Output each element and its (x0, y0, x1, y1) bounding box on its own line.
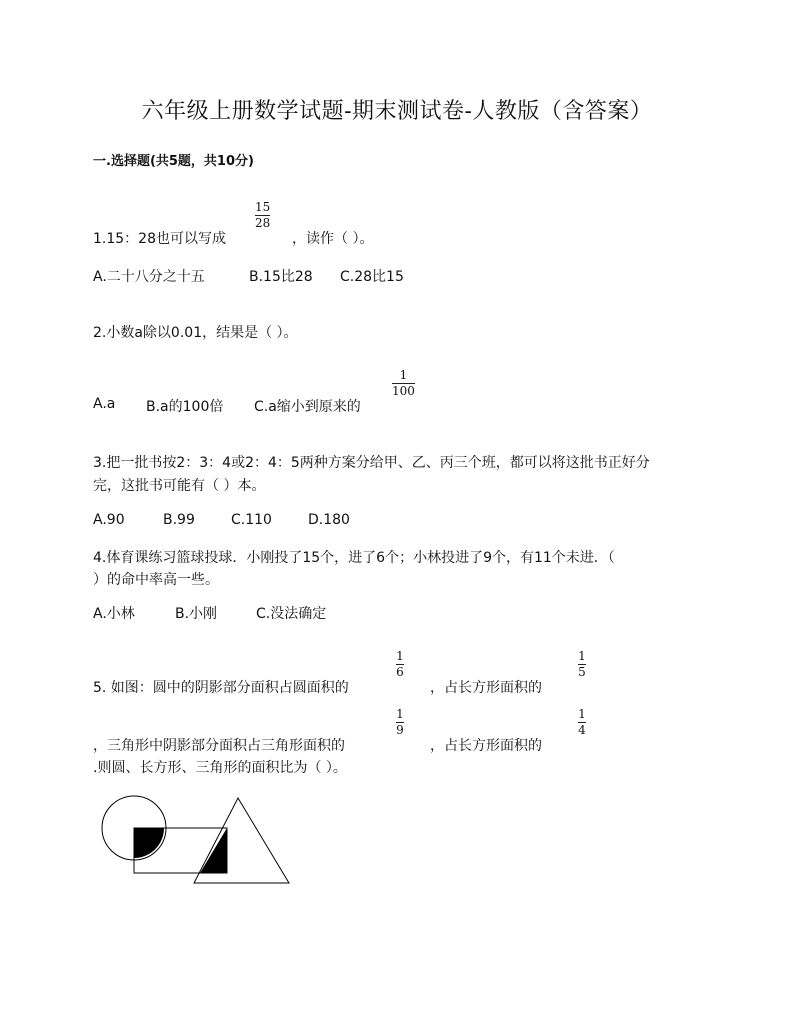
q4-option-b: B.小刚 (175, 606, 218, 622)
q5-stem-part1: 5. 如图：圆中的阴影部分面积占圆面积的 (93, 680, 349, 696)
q5-fraction-2 (578, 649, 586, 680)
q3-option-a: A.90 (93, 512, 125, 528)
q3-stem-line1: 3.把一批书按2：3：4或2：4：5两种方案分给甲、乙、丙三个班，都可以将这批书正好分 (93, 455, 650, 471)
q5-fraction-3-denominator: 9 (396, 723, 404, 737)
q4-stem-line2: ）的命中率高一些。 (93, 572, 219, 588)
q3-stem-line2: 完，这批书可能有（ ）本。 (93, 478, 266, 494)
q5-fraction-3-numerator: 1 (396, 707, 404, 721)
q5-fraction-2-denominator: 5 (578, 665, 586, 679)
q1-stem-before: 1.15：28也可以写成 (93, 231, 226, 247)
q5-fraction-1-numerator: 1 (396, 649, 404, 663)
q1-fraction-denominator: 28 (255, 216, 271, 230)
q4-stem-line1: 4.体育课练习篮球投球．小刚投了15个，进了6个；小林投进了9个，有11个未进．（ (93, 550, 615, 566)
q4-option-a: A.小林 (93, 606, 135, 622)
q2-fraction-numerator: 1 (399, 368, 408, 382)
q5-fraction-1 (396, 649, 404, 680)
q5-stem-part4: ，占长方形面积的 (430, 738, 542, 754)
circle-shaded-region (134, 828, 164, 858)
q1-option-b: B.15比28 (249, 269, 313, 285)
triangle-shaded-region (200, 828, 227, 873)
q2-option-b: B.a的100倍 (146, 399, 224, 415)
q5-fraction-4-denominator: 4 (578, 723, 586, 737)
q5-stem-part2: ，占长方形面积的 (430, 680, 542, 696)
page-title: 六年级上册数学试题-期末测试卷-人教版（含答案） (141, 99, 653, 124)
q5-geometry-figure (90, 790, 300, 890)
q5-fraction-2-numerator: 1 (578, 649, 586, 663)
q2-fraction (392, 368, 415, 399)
q1-option-a: A.二十八分之十五 (93, 269, 205, 285)
q5-fraction-4 (578, 707, 586, 738)
q5-fraction-4-numerator: 1 (578, 707, 586, 721)
q5-stem-part5: .则圆、长方形、三角形的面积比为（ ）。 (93, 760, 347, 776)
q2-stem: 2.小数a除以0.01，结果是（ ）。 (93, 325, 298, 341)
q1-option-c: C.28比15 (340, 269, 404, 285)
q5-stem-part3: ，三角形中阴影部分面积占三角形面积的 (93, 738, 345, 754)
q2-fraction-denominator: 100 (392, 384, 415, 398)
q1-stem-after: ，读作（ ）。 (292, 231, 374, 247)
q5-fraction-3 (396, 707, 404, 738)
q1-fraction-numerator: 15 (255, 200, 271, 214)
q2-option-a: A.a (93, 396, 116, 412)
q3-option-c: C.110 (231, 512, 272, 528)
q4-option-c: C.没法确定 (256, 606, 327, 622)
q5-fraction-1-denominator: 6 (396, 665, 404, 679)
q2-option-c: C.a缩小到原来的 (254, 399, 361, 415)
section-heading: 一.选择题(共5题，共10分) (93, 154, 254, 169)
q3-option-b: B.99 (163, 512, 195, 528)
q1-fraction (255, 200, 270, 231)
q3-option-d: D.180 (308, 512, 350, 528)
